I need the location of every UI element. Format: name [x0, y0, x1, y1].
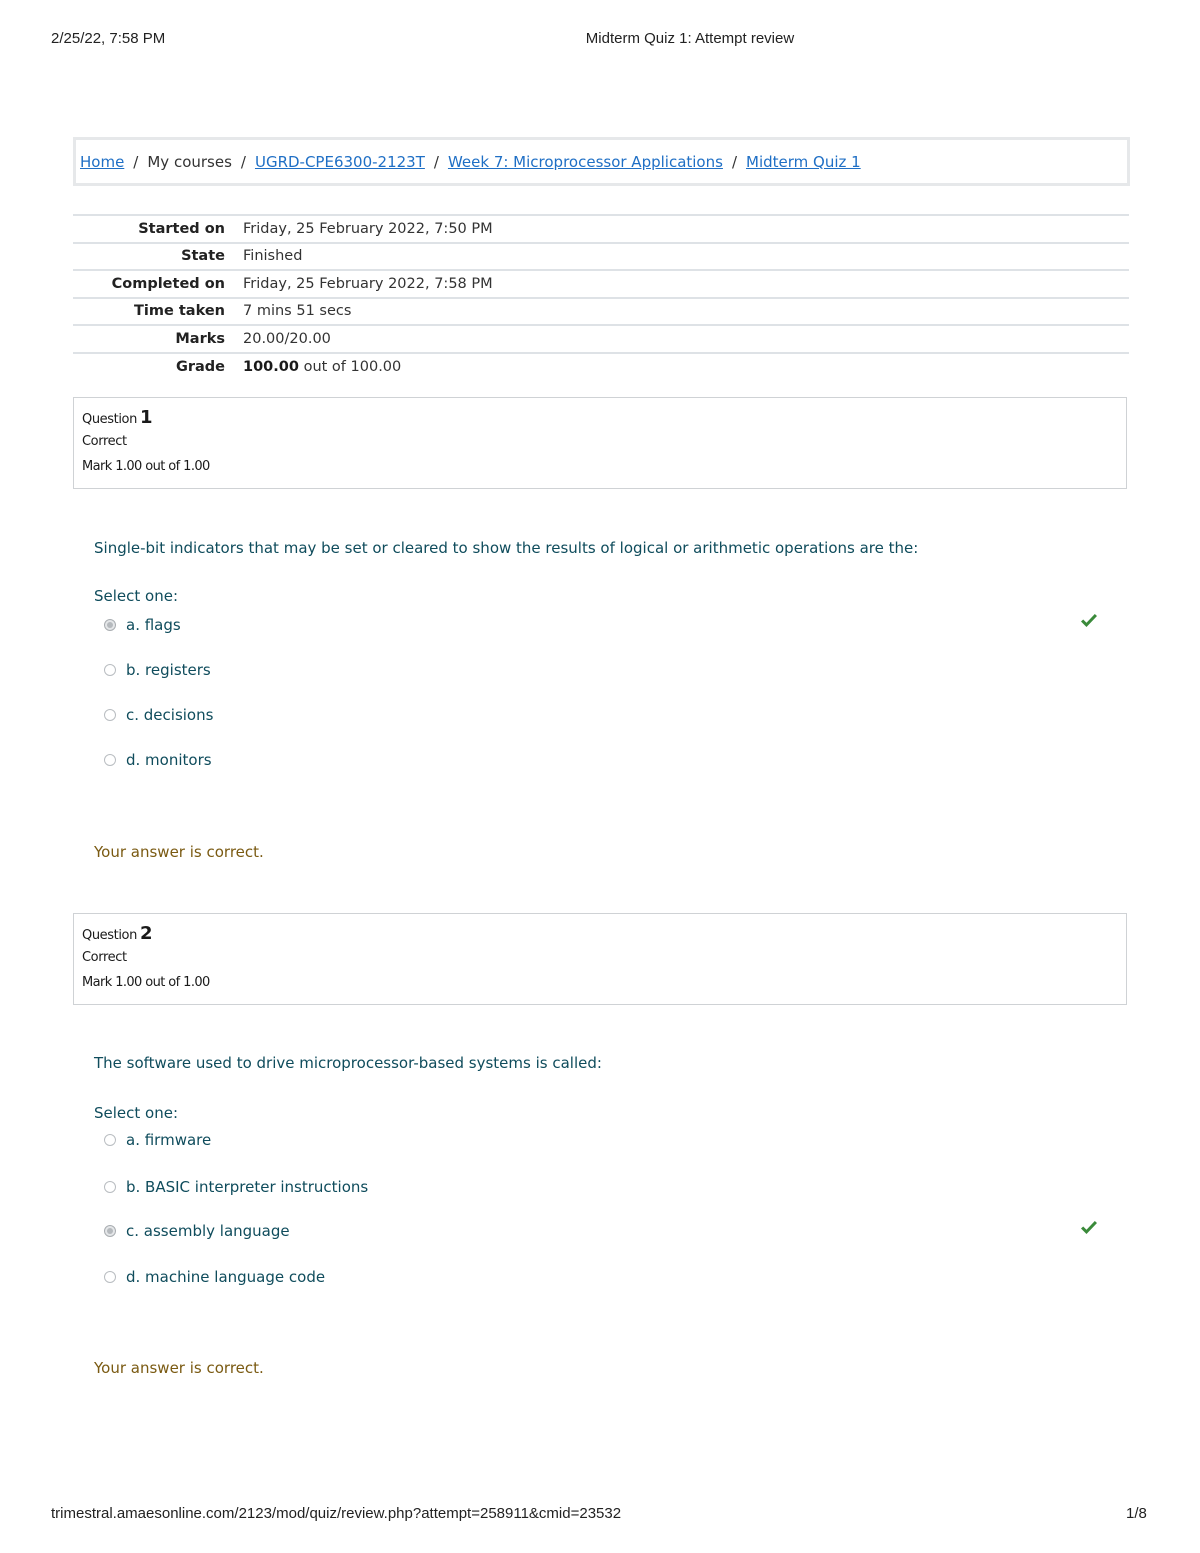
grade-out-of: out of 100.00 [303, 358, 402, 375]
answer-option[interactable] [104, 751, 212, 769]
answer-option[interactable] [104, 1131, 211, 1149]
radio-button[interactable] [104, 619, 116, 631]
summary-value: Friday, 25 February 2022, 7:50 PM [243, 220, 493, 237]
select-one-prompt: Select one: [94, 1104, 179, 1122]
answer-option[interactable] [104, 1268, 325, 1286]
question-number-value: 1 [139, 407, 153, 428]
summary-value: 20.00/20.00 [243, 330, 331, 347]
answer-feedback: Your answer is correct. [94, 1359, 264, 1377]
answer-option[interactable] [104, 706, 213, 724]
question-prefix: Question [82, 928, 137, 943]
answer-option[interactable] [104, 616, 181, 634]
question-grade: Mark 1.00 out of 1.00 [82, 459, 210, 474]
summary-label: State [181, 248, 225, 265]
summary-row-marks [73, 325, 1129, 353]
radio-button[interactable] [104, 754, 116, 766]
grade-score: 100.00 [243, 358, 299, 375]
breadcrumb-quiz[interactable]: Midterm Quiz 1 [746, 152, 861, 171]
question-number [82, 923, 1126, 944]
attempt-summary-table [73, 214, 1129, 380]
breadcrumb-week[interactable]: Week 7: Microprocessor Applications [447, 152, 723, 171]
question-info-box [73, 913, 1127, 1005]
answer-label: c. decisions [126, 706, 214, 724]
question-info-box [73, 397, 1127, 489]
summary-label: Started on [138, 220, 225, 237]
summary-row-completed [73, 270, 1129, 298]
summary-label: Completed on [111, 275, 225, 292]
answer-option[interactable] [104, 1178, 368, 1196]
question-state: Correct [82, 950, 127, 965]
summary-value: 7 mins 51 secs [243, 303, 352, 320]
answer-label: d. machine language code [126, 1268, 326, 1286]
answer-label: b. BASIC interpreter instructions [126, 1178, 369, 1196]
print-page-number: 1/8 [1126, 1505, 1147, 1522]
check-icon [1080, 1220, 1098, 1236]
breadcrumb-home[interactable]: Home [80, 152, 125, 171]
print-url: trimestral.amaesonline.com/2123/mod/quiz/review.php?attempt=258911&cmid=23532 [51, 1505, 622, 1522]
breadcrumb-course[interactable]: UGRD-CPE6300-2123T [254, 152, 425, 171]
summary-row-started [73, 215, 1129, 243]
answer-option[interactable] [104, 661, 211, 679]
answer-label: d. monitors [126, 751, 212, 769]
breadcrumb-separator: / [433, 152, 439, 171]
radio-button[interactable] [104, 1134, 116, 1146]
print-page-title: Midterm Quiz 1: Attempt review [585, 30, 795, 47]
summary-label: Marks [175, 330, 225, 347]
select-one-prompt: Select one: [94, 587, 179, 605]
answer-feedback: Your answer is correct. [94, 843, 264, 861]
summary-value [243, 353, 1129, 381]
answer-label: a. flags [126, 616, 181, 634]
question-state: Correct [82, 434, 127, 449]
question-text: The software used to drive microprocessor-based systems is called: [94, 1054, 602, 1072]
radio-button[interactable] [104, 1181, 116, 1193]
summary-value: Friday, 25 February 2022, 7:58 PM [243, 275, 493, 292]
answer-label: c. assembly language [126, 1222, 290, 1240]
breadcrumb-separator: / [133, 152, 139, 171]
radio-button[interactable] [104, 664, 116, 676]
radio-button[interactable] [104, 1225, 116, 1237]
breadcrumb [73, 137, 1130, 186]
breadcrumb-separator: / [731, 152, 737, 171]
question-grade: Mark 1.00 out of 1.00 [82, 975, 210, 990]
question-text: Single-bit indicators that may be set or cleared to show the results of logical or arithmetic operations are the: [94, 539, 919, 557]
summary-value: Finished [243, 248, 303, 265]
breadcrumb-separator: / [240, 152, 246, 171]
summary-row-grade [73, 353, 1129, 381]
summary-row-time-taken [73, 298, 1129, 326]
breadcrumb-my-courses: My courses [147, 152, 232, 171]
radio-button[interactable] [104, 1271, 116, 1283]
check-icon [1080, 613, 1098, 629]
answer-label: b. registers [126, 661, 211, 679]
answer-option[interactable] [104, 1222, 290, 1240]
summary-row-state [73, 243, 1129, 271]
summary-label: Time taken [134, 303, 225, 320]
question-prefix: Question [82, 412, 137, 427]
radio-button[interactable] [104, 709, 116, 721]
question-number [82, 407, 1126, 428]
answer-label: a. firmware [126, 1131, 212, 1149]
question-number-value: 2 [139, 923, 153, 944]
print-datetime: 2/25/22, 7:58 PM [51, 30, 166, 47]
summary-label: Grade [175, 358, 225, 375]
